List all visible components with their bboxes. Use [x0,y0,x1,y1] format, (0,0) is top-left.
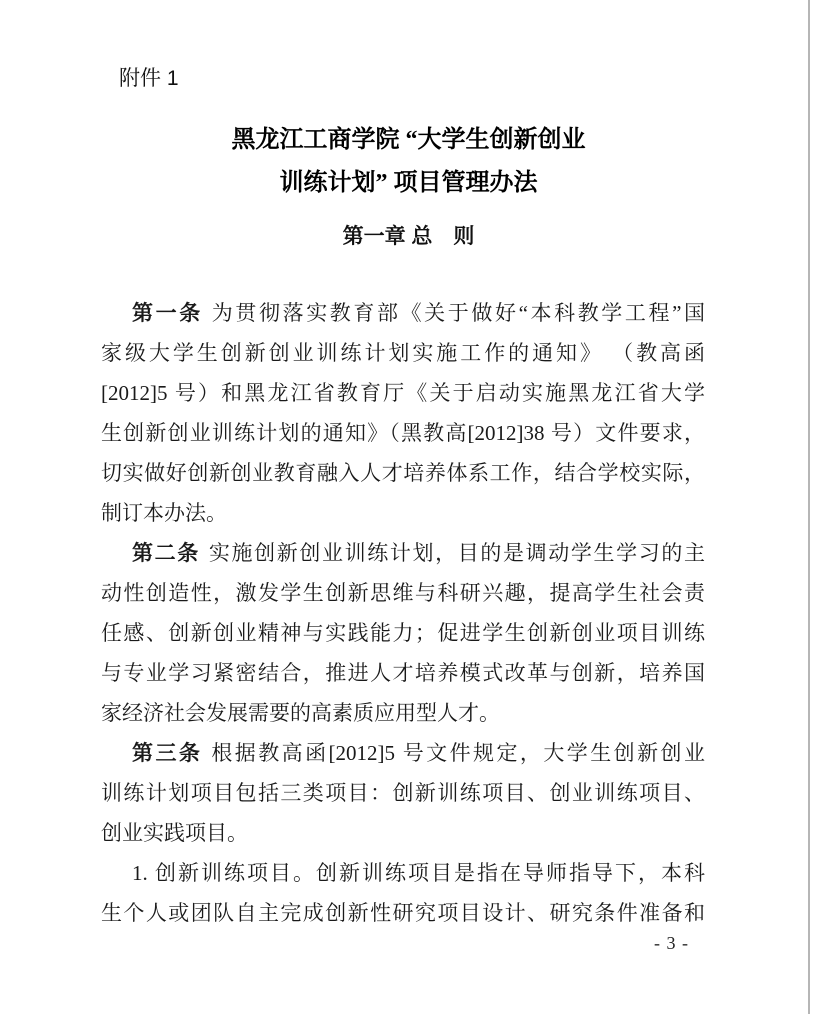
article-number-1: 第一条 [132,301,203,325]
document-body [101,293,705,933]
body-line: 任感、创新创业精神与实践能力；促进学生创新创业项目训练 [101,621,705,645]
scan-edge-line [808,0,810,1014]
body-line [101,533,705,573]
body-line [101,733,705,773]
body-line-text: 实施创新创业训练计划，目的是调动学生学习的主 [208,541,705,565]
body-line: 生个人或团队自主完成创新性研究项目设计、研究条件准备和 [101,901,705,925]
article-number-3: 第三条 [132,741,203,765]
body-line: 家级大学生创新创业训练计划实施工作的通知》 （教高函 [101,341,705,365]
body-line: 家经济社会发展需要的高素质应用型人才。 [101,701,500,725]
chapter-heading: 第一章 总 则 [342,225,475,248]
document-title-line-2: 训练计划” 项目管理办法 [279,170,538,196]
body-line: 训练计划项目包括三类项目：创新训练项目、创业训练项目、 [101,781,705,805]
document-title [0,119,817,205]
body-line: 动性创造性，激发学生创新思维与科研兴趣，提高学生社会责 [101,581,705,605]
body-line: 生创新创业训练计划的通知》（黑教高[2012]38 号）文件要求， [101,421,705,445]
page-number: - 3 - [654,933,689,953]
body-line: 切实做好创新创业教育融入人才培养体系工作，结合学校实际， [101,461,705,485]
attachment-label: 附件 1 [119,67,179,90]
body-line-text: 为贯彻落实教育部《关于做好“本科教学工程”国 [211,301,706,325]
body-line-text: 根据教高函[2012]5 号文件规定，大学生创新创业 [211,741,705,765]
article-number-2: 第二条 [132,541,200,565]
body-line: 与专业学习紧密结合，推进人才培养模式改革与创新，培养国 [101,661,705,685]
body-line: [2012]5 号）和黑龙江省教育厅《关于启动实施黑龙江省大学 [101,381,705,405]
body-line [101,293,705,333]
document-title-line-1: 黑龙江工商学院 “大学生创新创业 [231,127,586,153]
body-line: 创业实践项目。 [101,821,248,845]
body-line: 1. 创新训练项目。创新训练项目是指在导师指导下，本科 [132,861,705,885]
body-line: 制订本办法。 [101,501,227,525]
